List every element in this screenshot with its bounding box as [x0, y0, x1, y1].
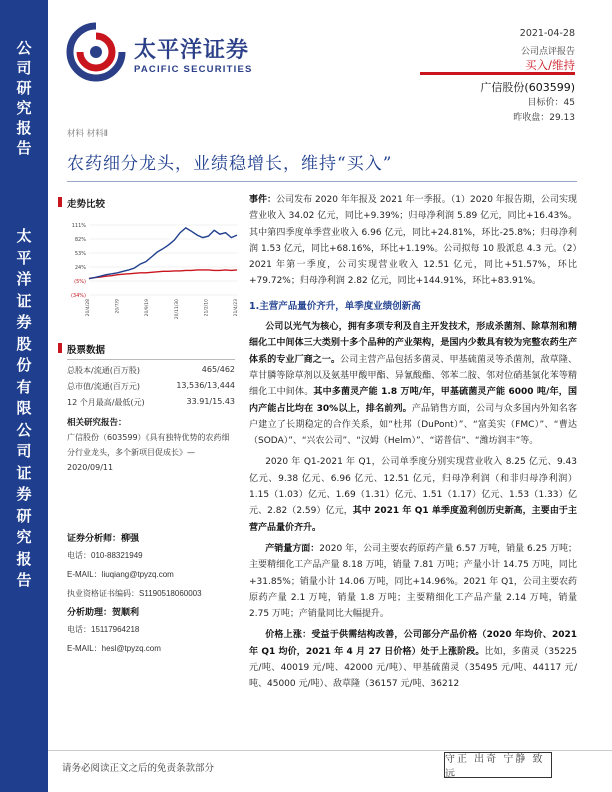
- x-tick-label: 21/2/10: [204, 299, 210, 317]
- x-tick-label: 20/11/30: [174, 299, 180, 320]
- related-reports-body: 广信股份（603599）《具有独特优势的农药细分行业龙头，多个新项目促成长》—2020/09/11: [67, 433, 230, 472]
- x-tick-label: 20/4/28: [86, 299, 91, 317]
- assistant-name: 分析助理：贺顺利: [67, 608, 140, 618]
- paragraph: 产销量方面：2020 年，公司主要农药原药产量 6.57 万吨，销量 6.25 万吨；主要精细化工产品产量 8.18 万吨，销量 7.81 万吨；产量小计 14.75 万吨，同比+31.85%；销量小计 14.06 万吨，同比+14.96%。2021 年 Q1，公司主要农药原药产量 2.1 万吨，销量 1.8 万吨；主要精细化工产品产量 2.14 万吨，销量 2.75 万吨；产销量同比大幅提升。: [249, 543, 577, 620]
- x-tick-label: 20/9/19: [145, 299, 151, 317]
- close-price: 昨收盘：29.13: [513, 113, 575, 123]
- rating-underline: [420, 72, 575, 75]
- trend-chart: [67, 217, 242, 325]
- y-tick-label: 111%: [71, 223, 86, 229]
- brand-name-en: PACIFIC SECURITIES: [134, 64, 253, 75]
- section-heading: 1.主营产品量价齐升，单季度业绩创新高: [249, 300, 421, 312]
- paragraph: 2020 年 Q1-2021 年 Q1，公司单季度分别实现营业收入 8.25 亿元、9.43 亿元、9.38 亿元、6.96 亿元、12.51 亿元，归母净利润（和非归母净利润）1.15（1.03）亿元、1.69（1.31）亿元、1.51（1.17）亿元、1.53（1.33）亿元、2.82（2.59）亿元，其中 2021 年 Q1 单季度盈利创历史新高，主要由于主营产品量价齐升。: [249, 457, 577, 533]
- analyst-cert: 执业资格证书编码：S1190518060003: [67, 589, 202, 598]
- main-body: [249, 192, 577, 693]
- title-divider: [67, 181, 577, 182]
- stock-name: 广信股份(603599): [480, 81, 575, 94]
- y-tick-label: 82%: [74, 237, 86, 243]
- report-date: 2021-04-28: [519, 28, 575, 39]
- y-tick-label: 53%: [74, 251, 86, 257]
- stock-data-divider: [67, 359, 235, 360]
- stock-data-row: 总股本/流通(百万股) 465/462: [67, 365, 235, 375]
- industry-label: 材料 材料Ⅱ: [67, 129, 108, 139]
- analyst-name: 证券分析师：柳强: [67, 534, 140, 544]
- y-tick-label: (34%): [70, 293, 86, 299]
- analyst-email: E-MAIL：liuqiang@tpyzq.com: [67, 570, 174, 579]
- rating: 买入/维持: [525, 58, 575, 72]
- stock-data-header: 股票数据: [67, 342, 105, 356]
- footer-motto: 守正 出奇 宁静 致远: [444, 752, 552, 778]
- report-title: 农药细分龙头，业绩稳增长，维持“买入”: [67, 154, 393, 174]
- event-paragraph: 事件：公司发布 2020 年年报及 2021 年一季报。（1）2020 年报告期，公司实现营业收入 34.02 亿元，同比+9.39%；归母净利润 5.89 亿元，同比+16.43%。其中第四季度单季营业收入 6.96 亿元，同比+24.81%，环比-25.8%；归母净利润 1.53 亿元，同比+68.16%，环比+1.19%。公司拟每 10 股派息 4.3 元。（2）2021 年第一季度，公司实现营业收入 12.51 亿元，同比+51.57%，环比+79.72%；归母净利润 2.82 亿元，同比+144.91%，环比+83.91%。: [249, 195, 577, 287]
- stock-data-row: 总市值/流通(百万元) 13,536/13,444: [67, 381, 235, 391]
- paragraph: 公司以光气为核心，拥有多项专利及自主开发技术，形成杀菌剂、除草剂和精细化工中间体三大类别十多个品种的产业架构，是国内少数具有较为完整农药生产体系的专业厂商之一。公司主营产品包括多菌灵、甲基硫菌灵等杀菌剂，敌草隆、草甘膦等除草剂以及氨基甲酸甲酯、异氰酸酯、邻苯二胺、邻对位硝基氯化苯等精细化工中间体。其中多菌灵产能 1.8 万吨/年，甲基硫菌灵产能 6000 吨/年，国内产能占比均在 30%以上，排名前列。产品销售方面，公司与众多国内外知名客户建立了长期稳定的合作关系，如“杜邦（DuPont）”、“富美实（FMC）”、“曹达（SODA）”、“兴农公司”、“汉姆（Helm）”、“诺普信”、“潍坊润丰”等。: [249, 322, 577, 447]
- brand-name-cn: 太平洋证券: [134, 38, 250, 63]
- footer-disclaimer: 请务必阅读正文之后的免责条款部分: [62, 763, 215, 774]
- x-tick-label: 20/7/9: [115, 299, 121, 314]
- company-logo-icon: [66, 22, 126, 82]
- assistant-email: E-MAIL：hesl@tpyzq.com: [67, 644, 161, 653]
- trend-header: 走势比较: [67, 196, 105, 210]
- y-tick-label: (5%): [74, 279, 86, 285]
- assistant-phone: 电话：15117964218: [67, 625, 140, 634]
- x-tick-label: 21/4/23: [234, 299, 239, 317]
- related-reports-label: 相关研究报告：: [67, 418, 127, 428]
- analyst-phone: 电话：010-88321949: [67, 551, 143, 560]
- left-sidebar: [0, 0, 48, 792]
- paragraph: 价格上涨：受益于供需结构改善，公司部分产品价格（2020 年均价、2021 年 Q1 均价，2021 年 4 月 27 日价格）处于上涨阶段。比如，多菌灵（35225 元/吨、40019 元/吨、42000 元/吨）、甲基硫菌灵（35495 元/吨、44117 元/吨、45000 元/吨）、敌草隆（36157 元/吨、36212: [249, 630, 577, 690]
- sidebar-company-name: 太 平 洋 证 券 股 份 有 限 公 司 证 券 研 究 报 告: [16, 227, 32, 589]
- y-tick-label: 24%: [74, 265, 86, 271]
- target-price: 目标价：45: [527, 98, 575, 108]
- report-type: 公司点评报告: [520, 47, 575, 57]
- sidebar-report-label: 公 司 研 究 报 告: [16, 39, 32, 157]
- stock-data-row: 12 个月最高/最低(元) 33.91/15.43: [67, 397, 235, 407]
